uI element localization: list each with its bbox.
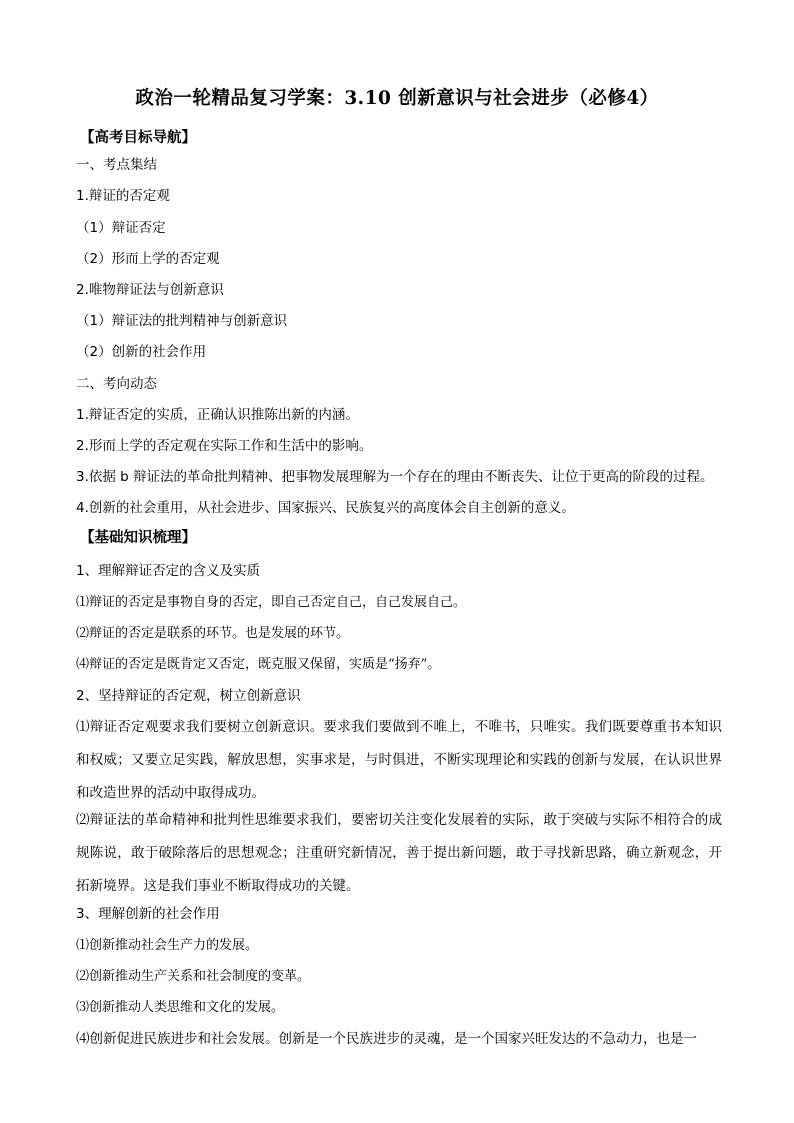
list-item: 2.唯物辩证法与创新意识 [76,282,224,298]
list-item: ⑶创新推动人类思维和文化的发展。 [76,1000,285,1015]
list-item: ⑵辩证的否定是联系的环节。也是发展的环节。 [76,626,350,641]
list-item: （1）辩证法的批判精神与创新意识 [76,313,288,329]
list-item: （1）辩证否定 [76,220,166,236]
list-item: 4.创新的社会重用，从社会进步、国家振兴、民族复兴的高度体会自主创新的意义。 [76,500,575,516]
list-item: ⑷创新促进民族进步和社会发展。创新是一个民族进步的灵魂，是一个国家兴旺发达的不急动力，也是一 [76,1031,697,1047]
subheading-exam-points: 一、考点集结 [76,157,157,173]
list-item: ⑵创新推动生产关系和社会制度的变革。 [76,969,311,984]
subheading-innovation-awareness: 2、坚持辩证的否定观，树立创新意识 [76,688,301,704]
section-heading-basic-knowledge: 【基础知识梳理】 [80,530,196,546]
list-item: 3.依据 b 辩证法的革命批判精神、把事物发展理解为一个存在的理由不断丧失、让位于更高的阶段的过程。 [76,469,714,485]
paragraph: ⑵辩证法的革命精神和批判性思维要求我们，要密切关注变化发展着的实际，敢于突破与实际不相符合的成规陈说，敢于破除落后的思想观念；注重研究新情况，善于提出新问题，敢于寻找新思路，确立新观念，开拓新境界。这是我们事业不断取得成功的关键。 [76,812,722,894]
list-item: ⑷辩证的否定是既肯定又否定，既克服又保留，实质是“扬弃”。 [76,657,441,672]
list-item: 1.辩证的否定观 [76,188,170,204]
page-title: 政治一轮精品复习学案：3.10 创新意识与社会进步（必修4） [135,88,659,109]
list-item: 1.辩证否定的实质，正确认识推陈出新的内涵。 [76,407,359,423]
subheading-dialectical-negation: 1、理解辩证否定的含义及实质 [76,563,261,579]
list-item: （2）形而上学的否定观 [76,251,220,267]
list-item: ⑴创新推动社会生产力的发展。 [76,938,259,953]
subheading-exam-trends: 二、考向动态 [76,376,157,392]
paragraph: ⑴辩证否定观要求我们要树立创新意识。要求我们要做到不唯上，不唯书，只唯实。我们既要尊重书本知识和权威；又要立足实践，解放思想，实事求是，与时俱进，不断实现理论和实践的创新与发展，在认识世界和改造世界的活动中取得成功。 [76,719,722,801]
section-heading-exam-goals: 【高考目标导航】 [80,130,196,146]
list-item: （2）创新的社会作用 [76,344,207,360]
subheading-social-role: 3、理解创新的社会作用 [76,906,220,922]
list-item: 2.形而上学的否定观在实际工作和生活中的影响。 [76,438,373,454]
list-item: ⑴辩证的否定是事物自身的否定，即自己否定自己，自己发展自己。 [76,595,467,610]
